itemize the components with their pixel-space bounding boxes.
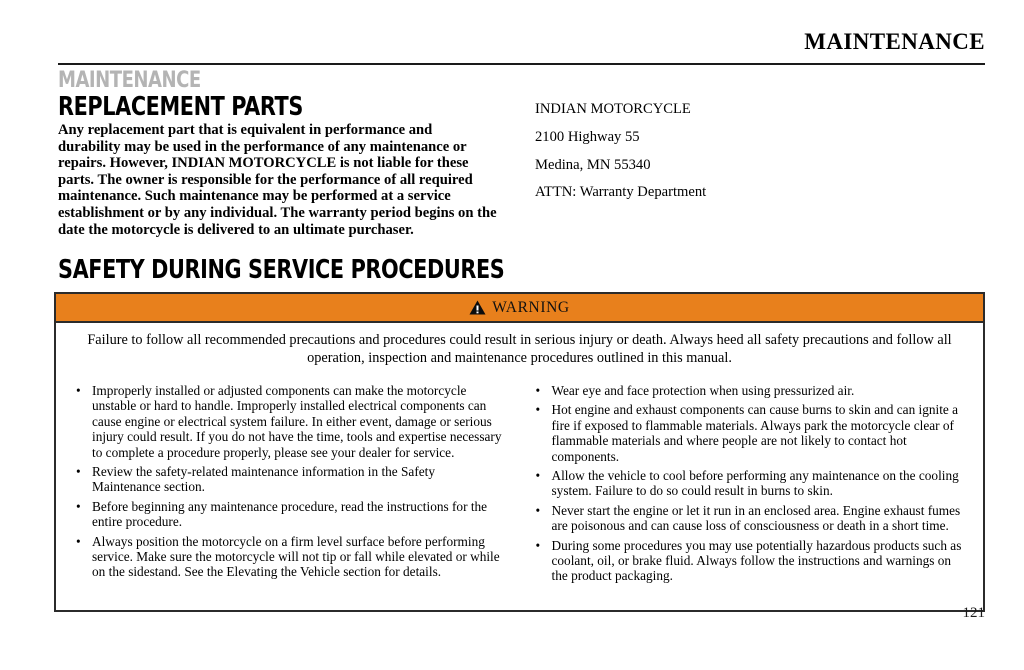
bullet-icon: •	[76, 533, 81, 549]
list-item-text: Wear eye and face protection when using pressurized air.	[551, 383, 855, 398]
address-line-street: 2100 Highway 55	[535, 128, 640, 145]
warning-column-right	[520, 383, 970, 588]
page-number: 121	[962, 606, 985, 619]
heading-replacement-parts: REPLACEMENT PARTS	[58, 92, 303, 122]
warning-triangle-icon	[469, 300, 486, 315]
list-item-text: Allow the vehicle to cool before performing any maintenance on the cooling system. Failure to do so could result in burns to skin.	[551, 468, 959, 499]
warning-band-inner	[469, 300, 569, 316]
bullet-icon: •	[535, 502, 541, 518]
list-item	[530, 503, 966, 534]
warning-band	[56, 294, 983, 323]
list-item-text: Before beginning any maintenance procedure, read the instructions for the entire procedure.	[92, 498, 488, 530]
running-header	[58, 30, 985, 54]
warning-box	[54, 292, 985, 612]
list-item-text: Improperly installed or adjusted components can make the motorcycle unstable or hard to handle. Improperly installed electrical components can cause engine or electrical system failure. In either event, damage or serious injury could result. If you do not have the time, tools and expertise necessary to complete a procedure properly, please see your dealer for service.	[92, 383, 502, 460]
address-line-attn: ATTN: Warranty Department	[535, 184, 707, 201]
header-rule	[58, 63, 985, 65]
warranty-address-block	[535, 101, 955, 201]
list-item	[70, 499, 506, 530]
address-line-city-state-zip: Medina, MN 55340	[535, 156, 651, 173]
list-item-text: Never start the engine or let it run in an enclosed area. Engine exhaust fumes are poisonous and can cause loss of consciousness or death in a short time.	[551, 502, 961, 534]
warning-list-right	[530, 383, 966, 584]
list-item	[530, 383, 966, 398]
replacement-parts-body: Any replacement part that is equivalent in performance and durability may be used in the performance of any maintenance or repairs. However, INDIAN MOTORCYCLE is not liable for these parts. The owner is responsible for the performance of all required maintenance. Such maintenance may be performed at a service establishment or by any individual. The warranty period begins on the date the motorcycle is delivered to an ultimate purchaser.	[58, 122, 497, 238]
warning-column-left	[70, 383, 520, 588]
chapter-label: MAINTENANCE	[58, 68, 201, 93]
bullet-icon: •	[535, 537, 541, 553]
warning-lead-text: Failure to follow all recommended precautions and procedures could result in serious injury or death. Always heed all safety precautions and follow all operation, inspection and maintenance procedures outlined in this manual.	[87, 332, 952, 366]
bullet-icon: •	[76, 498, 81, 514]
warning-list-left	[70, 383, 506, 580]
list-item	[70, 464, 506, 495]
list-item	[530, 402, 966, 464]
address-line-company: INDIAN MOTORCYCLE	[535, 101, 691, 117]
bullet-icon: •	[535, 383, 541, 398]
list-item-text: During some procedures you may use potentially hazardous products such as coolant, oil, or brake fluid. Always follow the instructions and warnings on the product packaging.	[551, 537, 962, 584]
running-header-title: MAINTENANCE	[804, 29, 985, 54]
list-item-text: Review the safety-related maintenance information in the Safety Maintenance section.	[92, 464, 435, 495]
list-item	[70, 534, 506, 580]
list-item	[70, 383, 506, 460]
heading-safety-during-service-procedures: SAFETY DURING SERVICE PROCEDURES	[58, 255, 505, 285]
bullet-icon: •	[535, 468, 541, 484]
warning-label: WARNING	[492, 298, 570, 316]
warning-columns	[56, 371, 983, 588]
list-item	[530, 468, 966, 499]
list-item-text: Hot engine and exhaust components can cause burns to skin and can ignite a fire if exposed to flammable materials. Always park the motorcycle clear of flammable materials and where people are not likely to contact hot components.	[551, 402, 959, 464]
bullet-icon: •	[535, 402, 541, 418]
list-item-text: Always position the motorcycle on a firm level surface before performing service. Make sure the motorcycle will not tip or fall while elevated or while on the sidestand. See the Elevating the Vehicle section for details.	[92, 533, 500, 580]
list-item	[530, 538, 966, 584]
bullet-icon: •	[76, 383, 81, 398]
bullet-icon: •	[76, 464, 81, 480]
